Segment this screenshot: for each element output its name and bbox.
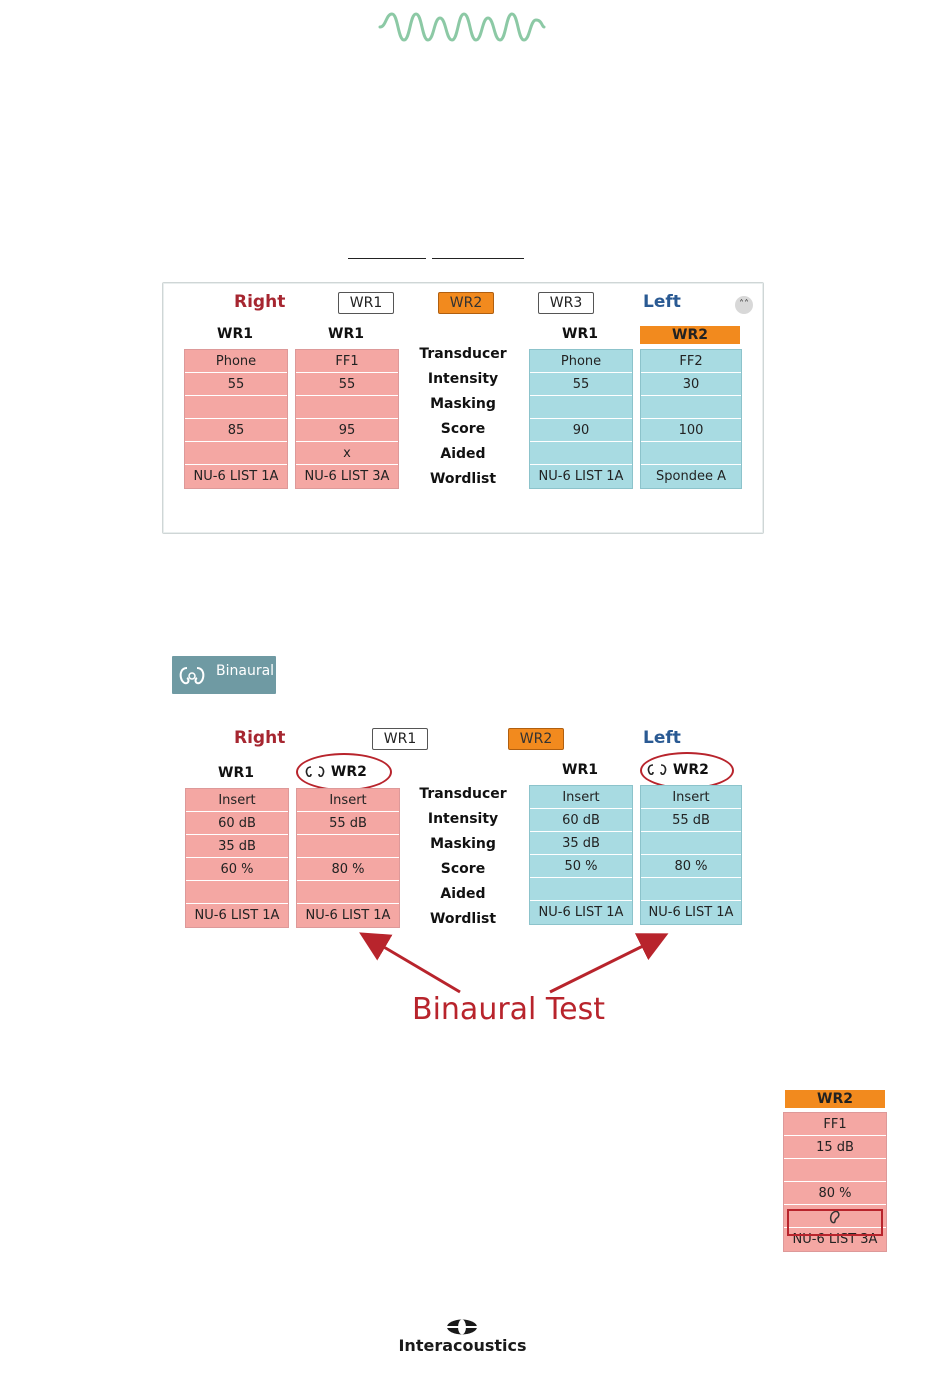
tab-wr2[interactable]: WR2 bbox=[508, 728, 564, 750]
annotation-highlight-box bbox=[787, 1209, 883, 1236]
cell-score: 60 % bbox=[186, 858, 288, 881]
cell-transducer: FF1 bbox=[784, 1113, 886, 1136]
cell-transducer: FF2 bbox=[641, 350, 741, 373]
brand-name: Interacoustics bbox=[398, 1336, 527, 1355]
right-ear-label: Right bbox=[234, 728, 286, 748]
cell-masking bbox=[530, 396, 632, 419]
column-header-left-wr2 bbox=[646, 762, 709, 778]
tab-wr3[interactable]: WR3 bbox=[538, 292, 594, 314]
cell-wordlist: NU-6 LIST 1A bbox=[538, 469, 624, 484]
annotation-arrows bbox=[350, 930, 680, 1000]
cell-aided bbox=[641, 878, 741, 901]
label-intensity: Intensity bbox=[427, 371, 499, 387]
tab-wr2[interactable]: WR2 bbox=[438, 292, 494, 314]
cell-aided: x bbox=[296, 442, 398, 465]
label-score: Score bbox=[440, 421, 486, 437]
label-wordlist: Wordlist bbox=[429, 471, 497, 487]
label-intensity: Intensity bbox=[427, 811, 499, 827]
cell-aided bbox=[185, 442, 287, 465]
column-header-text: WR2 bbox=[672, 762, 709, 778]
cell-transducer: Phone bbox=[530, 350, 632, 373]
cell-wordlist: NU-6 LIST 1A bbox=[538, 905, 624, 920]
column-header-right-wr2 bbox=[304, 764, 367, 780]
cell-aided bbox=[641, 442, 741, 465]
cell-wordlist: NU-6 LIST 3A bbox=[304, 469, 390, 484]
label-masking: Masking bbox=[430, 836, 496, 852]
cell-masking bbox=[297, 835, 399, 858]
results-column-right-1[interactable] bbox=[185, 788, 289, 928]
cell-masking bbox=[641, 396, 741, 419]
wave-logo-icon bbox=[378, 10, 546, 44]
column-header-left-wr2: WR2 bbox=[640, 326, 740, 344]
results-column-right-2[interactable] bbox=[295, 349, 399, 489]
cell-transducer: Phone bbox=[185, 350, 287, 373]
cell-wordlist: NU-6 LIST 3A bbox=[792, 1232, 878, 1247]
cell-intensity: 15 dB bbox=[784, 1136, 886, 1159]
row-labels bbox=[404, 342, 522, 492]
label-aided: Aided bbox=[440, 446, 486, 462]
cell-aided bbox=[530, 878, 632, 901]
cell-masking: 35 dB bbox=[530, 832, 632, 855]
label-wordlist: Wordlist bbox=[429, 911, 497, 927]
column-header-left-wr1: WR1 bbox=[562, 762, 598, 778]
results-column-left-1[interactable] bbox=[529, 349, 633, 489]
cell-score: 50 % bbox=[530, 855, 632, 878]
cell-score: 100 bbox=[641, 419, 741, 442]
column-header-right-wr1: WR1 bbox=[218, 765, 254, 781]
left-ear-label: Left bbox=[643, 728, 681, 748]
cell-intensity: 55 bbox=[185, 373, 287, 396]
divider-line bbox=[432, 258, 524, 259]
cell-masking bbox=[784, 1159, 886, 1182]
label-aided: Aided bbox=[440, 886, 486, 902]
cell-transducer: Insert bbox=[641, 786, 741, 809]
binaural-button-label: Binaural bbox=[216, 663, 275, 679]
results-column-left-2[interactable] bbox=[640, 349, 742, 489]
cell-intensity: 60 dB bbox=[186, 812, 288, 835]
cell-intensity: 30 bbox=[641, 373, 741, 396]
cell-masking: 35 dB bbox=[186, 835, 288, 858]
label-score: Score bbox=[440, 861, 486, 877]
cell-wordlist: NU-6 LIST 1A bbox=[193, 469, 279, 484]
binaural-ears-icon bbox=[304, 765, 326, 779]
cell-wordlist: NU-6 LIST 1A bbox=[648, 905, 734, 920]
label-transducer: Transducer bbox=[419, 786, 507, 802]
cell-intensity: 55 bbox=[530, 373, 632, 396]
cell-wordlist: NU-6 LIST 1A bbox=[194, 908, 280, 923]
results-column-right-1[interactable] bbox=[184, 349, 288, 489]
cell-masking bbox=[641, 832, 741, 855]
cell-intensity: 55 dB bbox=[297, 812, 399, 835]
cell-transducer: FF1 bbox=[296, 350, 398, 373]
cell-intensity: 60 dB bbox=[530, 809, 632, 832]
cell-score: 90 bbox=[530, 419, 632, 442]
column-header-right-wr1: WR1 bbox=[217, 326, 253, 342]
binaural-ears-icon bbox=[178, 665, 206, 687]
cell-wordlist: Spondee A bbox=[656, 469, 726, 484]
right-ear-label: Right bbox=[234, 292, 286, 312]
column-header-wr2: WR2 bbox=[785, 1090, 885, 1108]
tab-wr1[interactable]: WR1 bbox=[372, 728, 428, 750]
cell-score: 95 bbox=[296, 419, 398, 442]
cell-score: 85 bbox=[185, 419, 287, 442]
divider-line bbox=[348, 258, 426, 259]
cell-score: 80 % bbox=[641, 855, 741, 878]
cell-aided bbox=[186, 881, 288, 904]
binaural-test-annotation: Binaural Test bbox=[412, 992, 605, 1027]
cell-aided bbox=[297, 881, 399, 904]
tab-wr1[interactable]: WR1 bbox=[338, 292, 394, 314]
cell-transducer: Insert bbox=[186, 789, 288, 812]
label-transducer: Transducer bbox=[419, 346, 507, 362]
interacoustics-logo-icon bbox=[445, 1318, 479, 1336]
cell-masking bbox=[185, 396, 287, 419]
cell-score: 80 % bbox=[784, 1182, 886, 1205]
left-ear-label: Left bbox=[643, 292, 681, 312]
row-labels bbox=[404, 782, 522, 932]
column-header-text: WR2 bbox=[330, 764, 367, 780]
cell-transducer: Insert bbox=[297, 789, 399, 812]
double-chevron-up-icon[interactable]: ˄˄ bbox=[735, 296, 753, 314]
cell-score: 80 % bbox=[297, 858, 399, 881]
label-masking: Masking bbox=[430, 396, 496, 412]
cell-transducer: Insert bbox=[530, 786, 632, 809]
binaural-ears-icon bbox=[646, 763, 668, 777]
binaural-button[interactable] bbox=[172, 656, 276, 694]
cell-intensity: 55 dB bbox=[641, 809, 741, 832]
cell-masking bbox=[296, 396, 398, 419]
results-column-right-2[interactable] bbox=[296, 788, 400, 928]
column-header-left-wr1: WR1 bbox=[562, 326, 598, 342]
results-column-left-2[interactable] bbox=[640, 785, 742, 925]
cell-aided bbox=[530, 442, 632, 465]
cell-intensity: 55 bbox=[296, 373, 398, 396]
column-header-right-wr1: WR1 bbox=[328, 326, 364, 342]
results-column-left-1[interactable] bbox=[529, 785, 633, 925]
cell-wordlist: NU-6 LIST 1A bbox=[305, 908, 391, 923]
